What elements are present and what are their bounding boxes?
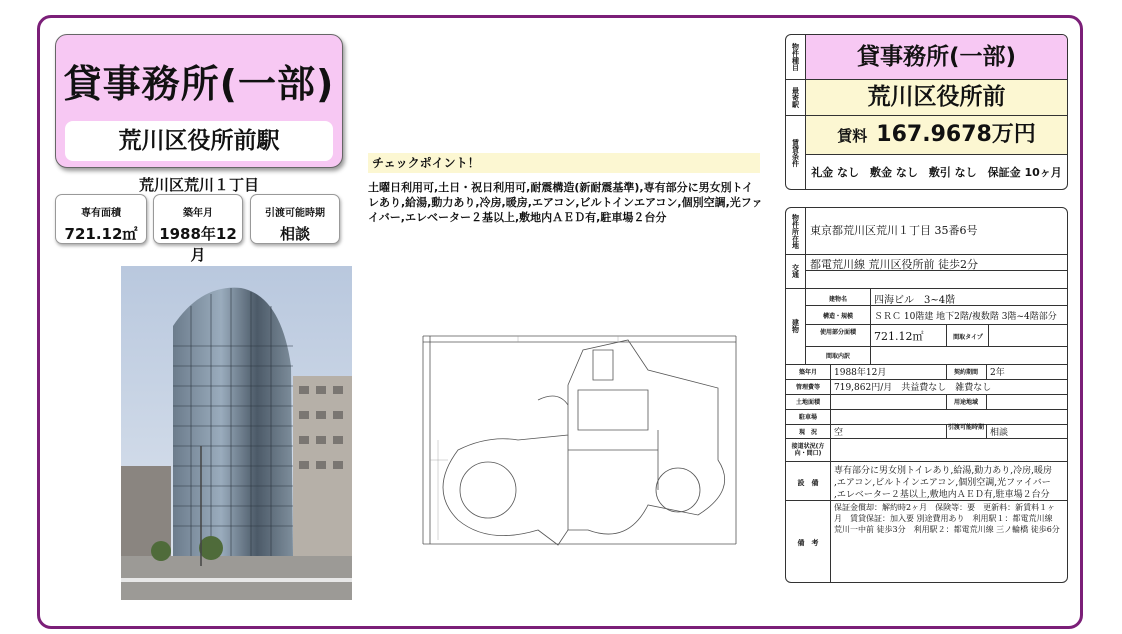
label-structure: 構造・規模 [822,313,853,320]
built: 1988年12月 [834,368,887,378]
label-layout-type: 間取タイプ [953,334,983,341]
contract: 2年 [990,368,1005,378]
label-land: 土地面積 [795,399,820,406]
facilities-line-1: 専有部分に男女別トイレあり,給湯,動力あり,冷房,暖房 [834,466,1052,476]
remarks-line-1: 保証金償却：解約時2ヶ月 保険等：要 更新料：新賃料１ヶ [834,503,1056,512]
built-value: 1988年12月 [159,225,237,264]
area: 721.12㎡ [874,330,924,343]
area-label: 専有面積 [81,208,121,219]
building-name: 四海ビル 3~4階 [874,295,956,306]
checkpoint-title: チェックポイント！ [368,153,760,173]
handover-value: 相談 [279,225,310,243]
built-chip [153,194,243,264]
details-box [785,207,1068,583]
label-zone: 用途地域 [953,399,978,406]
label-facilities: 設 備 [797,479,819,487]
label-contract: 契約期間 [953,369,978,376]
building-photo [121,266,352,600]
summary-box [785,34,1068,190]
facilities-line-3: ,エレベーター２基以上,敷地内ＡＥＤ有,駐車場２台分 [834,490,1050,500]
summary-type: 貸事務所(一部) [856,44,1017,70]
station-name: 荒川区役所前駅 [65,121,333,161]
label-transport: 交通 [786,254,806,288]
station-cell [806,80,1067,115]
fee: 719,862円/月 共益費なし 雑費なし [834,383,992,393]
rent-label: 賃料 [837,127,868,145]
type-cell [806,35,1067,79]
structure: ＳＲＣ 10階建 地下2階/複数階 3階~4階部分 [874,312,1057,322]
label-station: 最寄駅 [786,79,806,115]
handover: 相談 [990,428,1009,438]
label-road: 接道状況(方向・間口) [791,443,825,457]
label-building: 建物 [786,288,806,364]
label-bname: 建物名 [828,296,847,303]
handover-chip [250,194,340,244]
title-box [55,34,343,168]
rent-value: 167.9678万円 [876,122,1036,147]
label-type: 物件種目 [786,35,806,79]
location: 東京都荒川区荒川１丁目 35番6号 [810,224,978,237]
conditions: 礼金 なし 敷金 なし 敷引 なし 保証金 10ヶ月 [811,166,1062,179]
floor-plan-image [418,330,741,548]
handover-label: 引渡可能時期 [265,208,325,219]
area-value: 721.12㎡ [64,225,138,243]
summary-station: 荒川区役所前 [867,84,1006,110]
remarks-line-3: 荒川一中前 徒歩3分 利用駅２：都電荒川線 三ノ輪橋 徒歩6分 [834,525,1060,534]
label-handover: 引渡可能時期 [947,424,984,431]
label-area: 使用部分面積 [819,329,856,336]
label-location: 物件所在地 [786,208,806,254]
label-fee: 管理費等 [795,384,820,391]
facilities-line-2: ,エアコン,ビルトインエアコン,個別空調,光ファイバー [834,478,1051,488]
label-status: 現 況 [798,429,817,436]
area-chip [55,194,147,244]
transport: 都電荒川線 荒川区役所前 徒歩2分 [810,258,978,271]
label-layout-detail: 間取内訳 [825,353,850,360]
label-terms: 賃貸条件 [786,115,806,190]
label-built: 築年月 [798,369,817,376]
label-parking: 駐車場 [798,414,817,421]
remarks-line-2: 月 賃貸保証：加入要 別途費用あり 利用駅１：都電荒川線 [834,514,1053,523]
property-type-title: 貸事務所(一部) [63,62,335,106]
built-label: 築年月 [183,208,213,219]
checkpoint-text: 土曜日利用可,土日・祝日利用可,耐震構造(新耐震基準),専有部分に男女別トイレあり,給湯,動力あり,冷房,暖房,エアコン,ビルトインエアコン,個別空調,光ファイバー,エレベーター２基以上,敷地内ＡＥＤ有,駐車場２台分 [368,181,763,224]
address-short: 荒川区荒川１丁目 [138,176,259,194]
label-remarks: 備 考 [797,539,819,547]
status: 空 [834,428,844,438]
rent-cell [806,116,1067,154]
